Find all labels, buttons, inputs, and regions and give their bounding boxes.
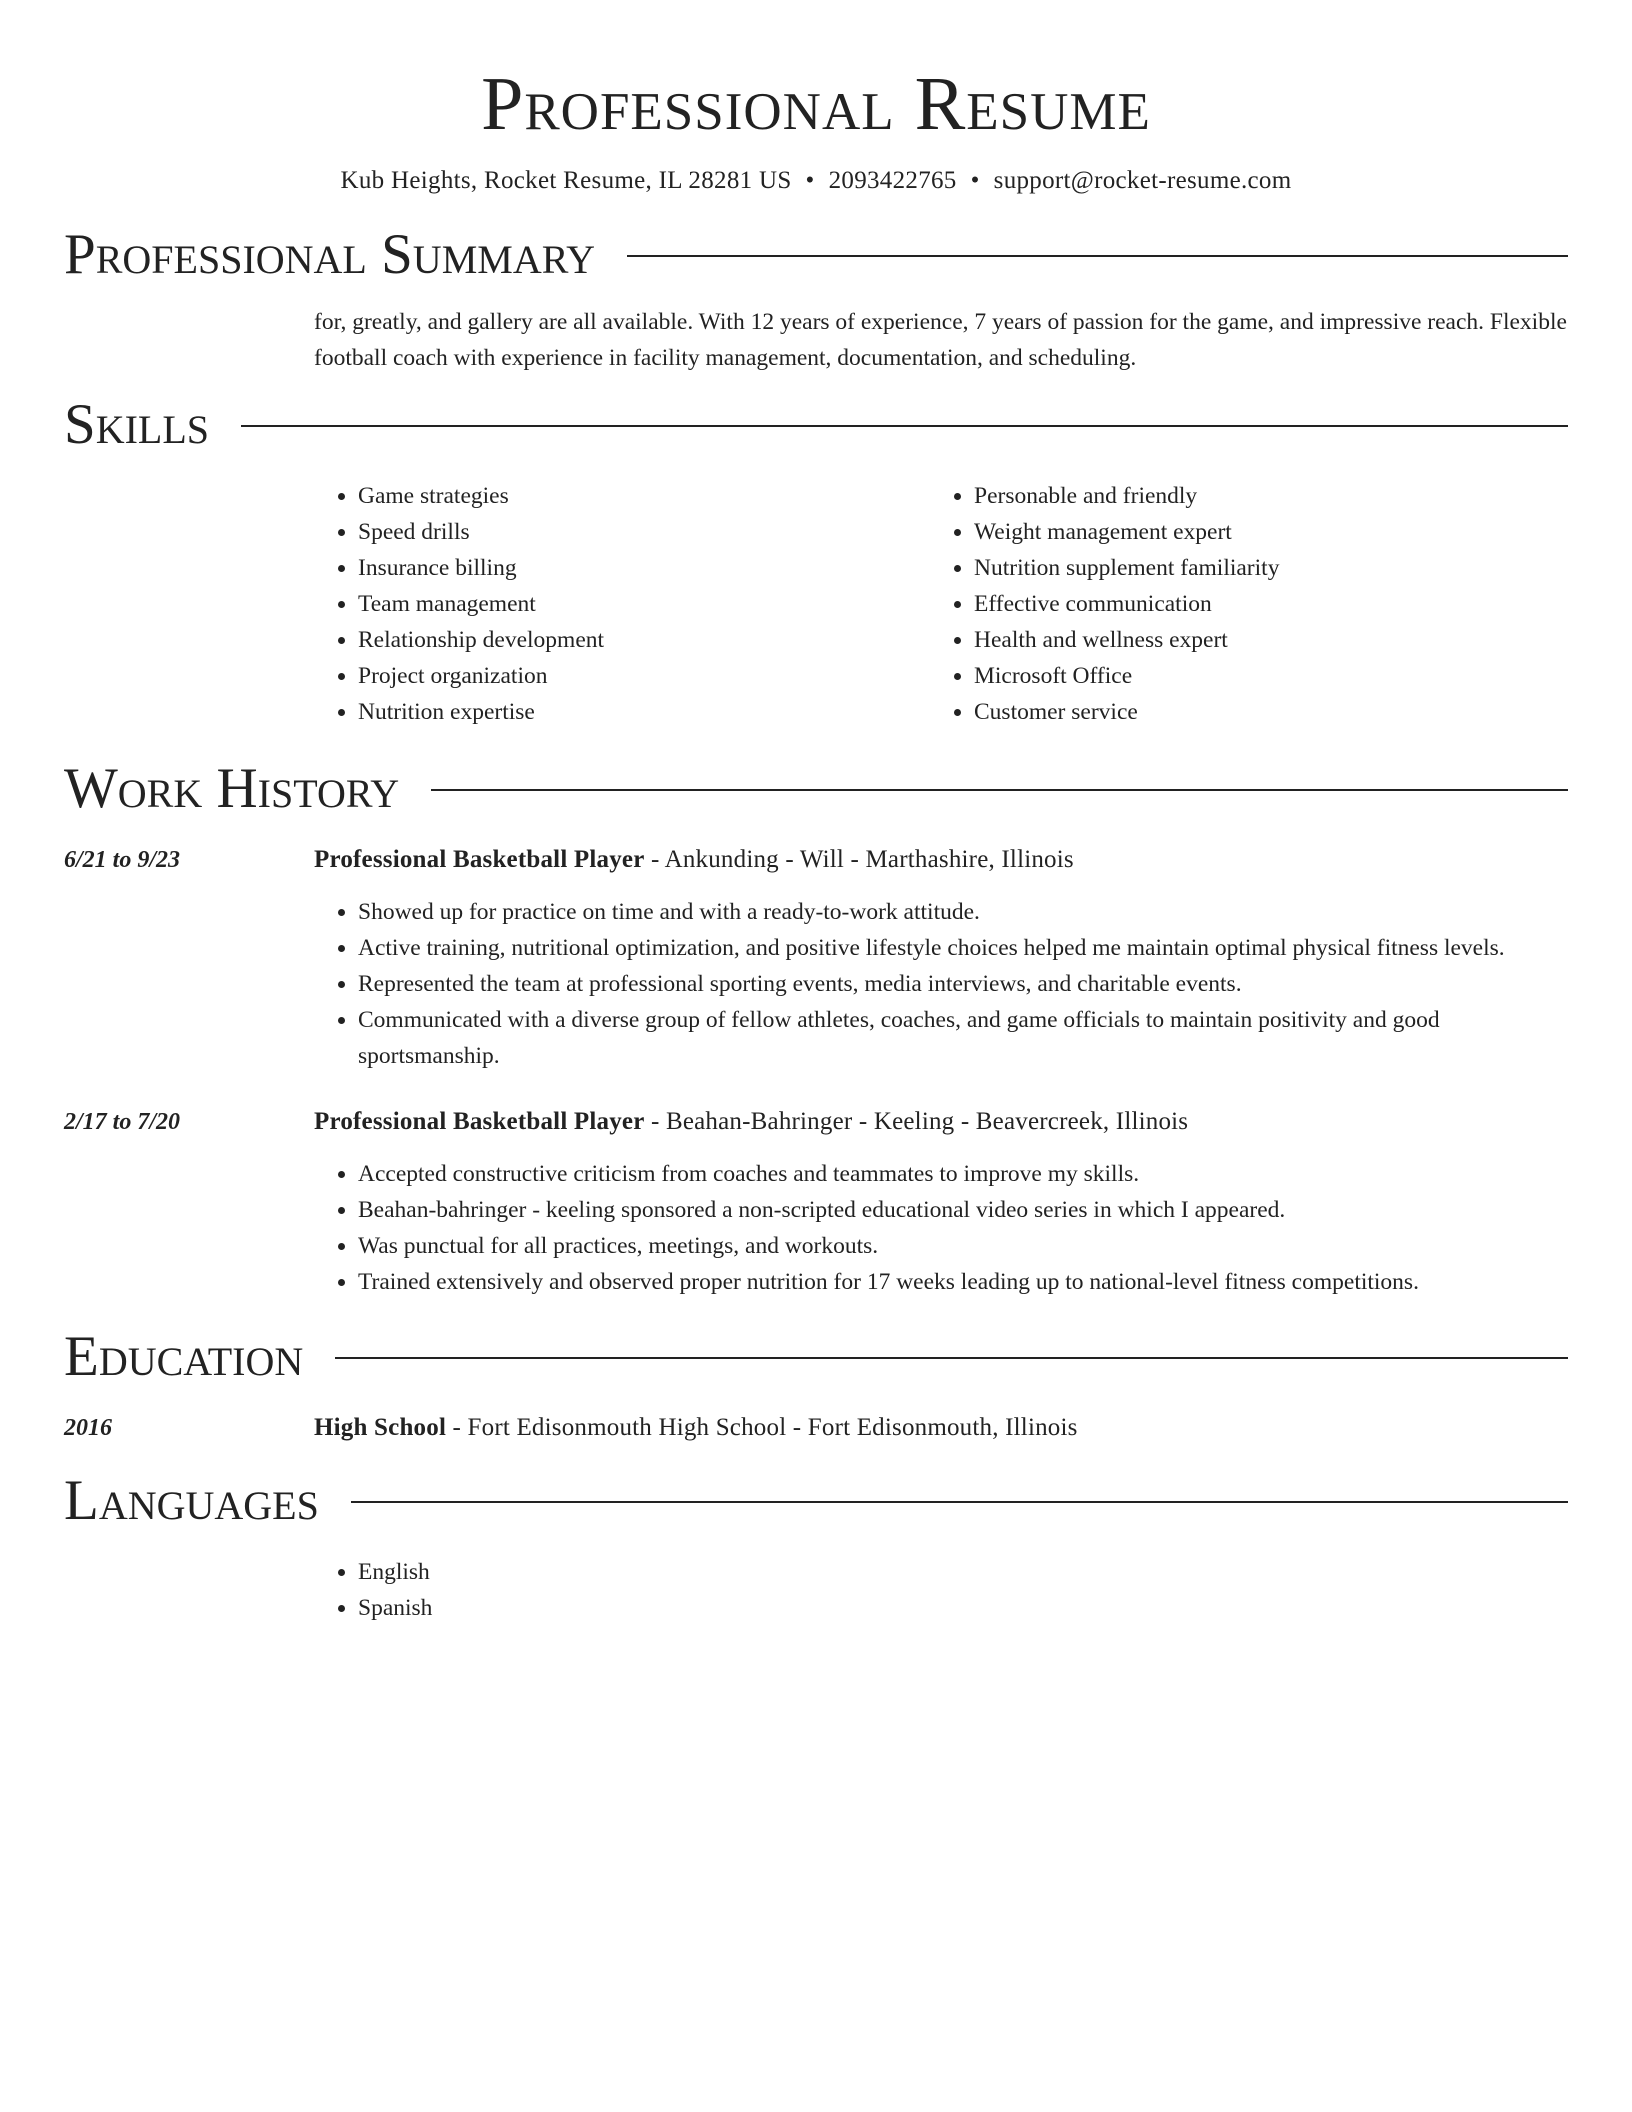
skills-heading: Skills [64,393,210,456]
job-bullets [314,1156,1568,1300]
summary-section-header [64,220,1568,290]
job-entry [64,1104,1568,1300]
page-title: Professional Resume [481,62,1151,146]
skill-item: • Game strategies [358,478,930,514]
job-body [314,1104,1568,1300]
job-bullet: • Active training, nutritional optimization, and positive lifestyle choices helped me maintain optimal physical fitness levels. [358,930,1568,966]
job-date: 2/17 to 7/20 [64,1109,181,1135]
skill-item: • Insurance billing [358,550,930,586]
skill-item: • Project organization [358,658,930,694]
skills-section-header [64,390,1568,460]
education-section-header [64,1322,1568,1392]
section-divider [335,1357,1568,1359]
education-details: - Fort Edisonmouth High School - Fort Edisonmouth, Illinois [446,1414,1078,1441]
job-details: - Beahan-Bahringer - Keeling - Beavercreek, Illinois [644,1108,1189,1135]
job-bullet: • Communicated with a diverse group of fellow athletes, coaches, and game officials to maintain positivity and good sportsmanship. [358,1002,1568,1074]
section-divider [351,1501,1568,1503]
skills-column-left [314,478,930,730]
job-title: Professional Basketball Player [314,846,645,873]
skill-item: • Weight management expert [974,514,1546,550]
education-heading: Education [64,1325,304,1388]
contact-separator: • [970,167,980,194]
skill-item: • Team management [358,586,930,622]
job-bullet: • Beahan-bahringer - keeling sponsored a non-scripted educational video series in which I appeared. [358,1192,1568,1228]
languages-list [314,1554,1568,1626]
resume-page [64,0,1568,1626]
contact-separator: • [805,167,815,194]
job-bullet: • Represented the team at professional sporting events, media interviews, and charitable events. [358,966,1568,1002]
education-date: 2016 [64,1415,112,1441]
language-item: • Spanish [358,1590,1568,1626]
education-heading-line [314,1410,1568,1446]
job-heading [314,1104,1568,1140]
job-entry [64,842,1568,1074]
skill-item: • Health and wellness expert [974,622,1546,658]
section-divider [627,255,1568,257]
education-entry [64,1410,1568,1446]
languages-heading: Languages [64,1469,319,1532]
education-body [314,1410,1568,1446]
skill-item: • Microsoft Office [974,658,1546,694]
job-title: Professional Basketball Player [314,1108,645,1135]
skill-item: • Personable and friendly [974,478,1546,514]
contact-email: support@rocket-resume.com [993,167,1292,194]
contact-phone: 2093422765 [828,167,957,194]
summary-text: for, greatly, and gallery are all available. With 12 years of experience, 7 years of passion for the game, and impressive reach. Flexible football coach with experience in facility management, documentation, and scheduling. [314,309,1567,371]
summary-heading: Professional Summary [64,223,596,286]
skill-item: • Relationship development [358,622,930,658]
job-bullet: • Was punctual for all practices, meetings, and workouts. [358,1228,1568,1264]
skills-list [314,478,1568,730]
skill-item: • Speed drills [358,514,930,550]
job-details: - Ankunding - Will - Marthashire, Illinois [644,846,1074,873]
skills-column-right [930,478,1546,730]
job-heading [314,842,1568,878]
education-degree: High School [314,1414,447,1441]
job-date: 6/21 to 9/23 [64,847,181,873]
language-item: • English [358,1554,1568,1590]
contact-line [64,164,1568,198]
job-body [314,842,1568,1074]
contact-address: Kub Heights, Rocket Resume, IL 28281 US [340,167,792,194]
languages-section-header [64,1466,1568,1536]
section-divider [241,425,1568,427]
work-heading: Work History [64,757,400,820]
skill-item: • Customer service [974,694,1546,730]
job-bullet: • Showed up for practice on time and with a ready-to-work attitude. [358,894,1568,930]
job-bullet: • Accepted constructive criticism from coaches and teammates to improve my skills. [358,1156,1568,1192]
work-section-header [64,754,1568,824]
job-bullets [314,894,1568,1074]
skill-item: • Effective communication [974,586,1546,622]
skill-item: • Nutrition supplement familiarity [974,550,1546,586]
section-divider [431,789,1568,791]
skill-item: • Nutrition expertise [358,694,930,730]
job-bullet: • Trained extensively and observed proper nutrition for 17 weeks leading up to national-level fitness competitions. [358,1264,1568,1300]
